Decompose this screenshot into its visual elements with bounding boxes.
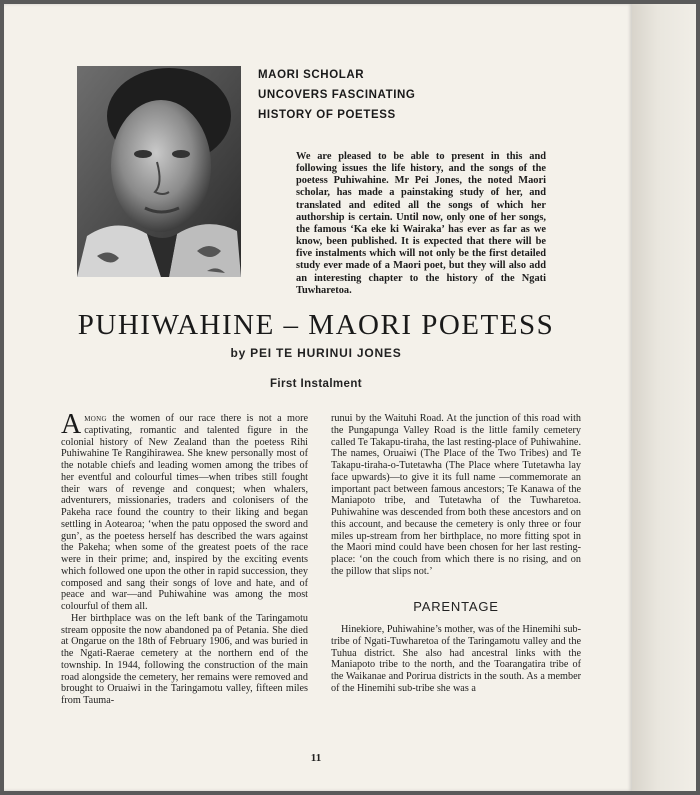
headline [258,65,538,125]
left-paragraph-2: Her birthplace was on the left bank of the Taringamotu stream opposite the now abandoned pa of Petania. She died at Ongarue on the 18th of February 1906, and was buried in the Ngati-Raerae cemetery at the northern end of the township. In 1944, following the construction of the main road alongside the cemetery, her remains were removed and brought to Oruaiwi in the Taringamotu valley, fifteen miles from Tauma- [61,612,308,706]
left-column [61,409,308,707]
page-edge [632,4,696,791]
lead-smallcaps: mong [84,413,107,424]
right-column [331,413,581,578]
page-number: 11 [310,752,322,764]
portrait-photo [77,66,241,277]
headline-line-3: HISTORY OF POETESS [258,109,396,121]
right-paragraph-1: runui by the Waituhi Road. At the junction of this road with the Pungapunga Valley Road is the little family cemetery called Te Takapu-tiraha, the last resting-place of Puhiwahine. The names, Oruaiwi (The Place of the Two Tribes) and Te Takapu-tiraha-o-Tutetawha (The Place where Tutetawha lay face upwards)—to give it its full name —commemorate an important pact between famous ancestors; Te Kanawa of the Maniapoto tribe, and Tutetawha of the Tuwharetoa. Puhiwahine was descended from both these ancestors and on this account, and because the cemetery is only three or four miles up-stream from her birthplace, no more fitting spot in the Maori mind could have been chosen for her last resting-place: ‘on the couch from which there is no rising, and on the pillow that slips not.’ [331,413,581,577]
headline-line-2: UNCOVERS FASCINATING [258,89,416,101]
left-paragraph-1 [61,409,308,613]
portrait-photo-icon [77,66,241,277]
article-title: PUHIWAHINE – MAORI POETESS [77,309,555,341]
left-paragraph-1-text: the women of our race there is not a more captivating, romantic and talented figure in the colonial history of New Zealand than the poetess Rihi Puhiwahine Te Rangihirawea. She knew personally most of the notable chiefs and leading women among the tribes of her eventful and colourful times—when tribes still fought their wars of revenge and conquest; when whalers, adventurers, missionaries, traders and colonisers of the Pakeha race found the country to their liking and began settling in Aotearoa; ‘when the patu opposed the sword and gun’, as the poetess herself has described the wars against the Pakeha; when some of the greatest poets of the race were in their prime; and, inspired by the exciting events which followed one upon the other in rapid succession, they composed and sang their songs of love and hate, and of peace and war—and Puhiwahine was among the most colourful of them all. [61,413,308,612]
right-paragraph-2: Hinekiore, Puhiwahine’s mother, was of the Hinemihi sub-tribe of Ngati-Tuwharetoa of the Taringamotu valley and the Tuhua district. She also had ancestral links with the Maniapoto tribe to the north, and the Toarangatira tribe of the Waikanae and Porirua districts in the south. As a member of the Hinemihi sub-tribe she was a [331,624,581,694]
byline: by PEI TE HURINUI JONES [230,346,402,360]
right-column-lower [331,624,581,695]
intro-paragraph: We are pleased to be able to present in this and following issues the life history, and the songs of the poetess Puhiwahine. Mr Pei Jones, the noted Maori scholar, has made a painstaking study of her, and translated and edited all the songs of which her authorship is certain. Until now, only one of her songs, the famous ‘Ka eke ki Wairaka’ has ever as far as we know, been published. It is expected that there will be five instalments which will not only be the first detailed study ever made of a Maori poet, but they will also add an interesting chapter to the history of the Ngati Tuwharetoa. [296,151,546,296]
headline-line-1: MAORI SCHOLAR [258,69,365,81]
drop-cap: A [61,409,82,440]
instalment-label: First Instalment [269,378,363,390]
section-heading-parentage: PARENTAGE [413,599,499,614]
